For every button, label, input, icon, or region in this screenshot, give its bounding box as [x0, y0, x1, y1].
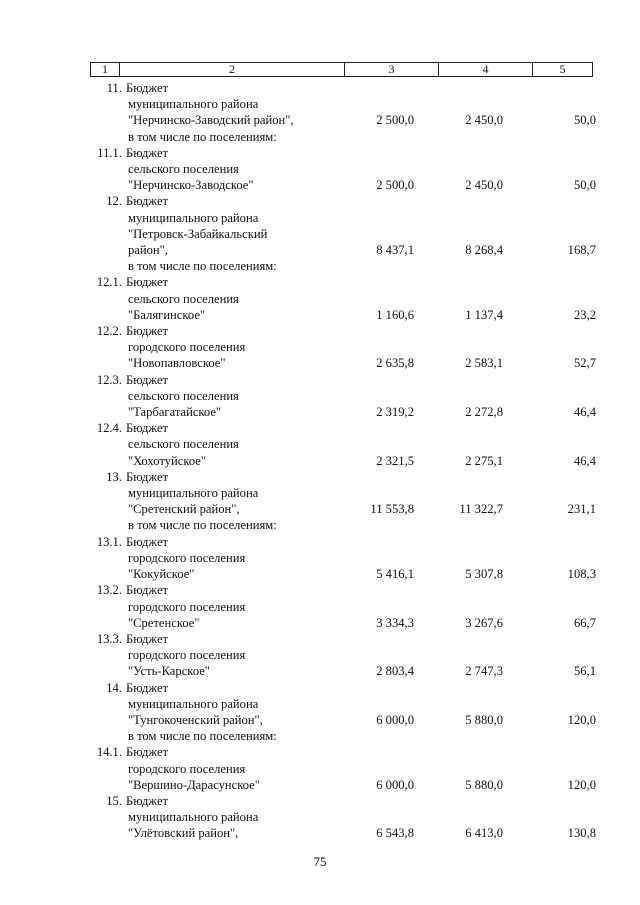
description-line: "Тарбагатайское" [128, 405, 222, 420]
table-row [0, 631, 640, 680]
row-number: 12.3. [96, 372, 122, 387]
header-col-4: 4 [439, 63, 533, 76]
value-col-5: 66,7 [573, 615, 596, 630]
value-col-4: 5 307,8 [465, 567, 503, 582]
header-col-1: 1 [91, 63, 120, 76]
value-col-4: 5 880,0 [465, 712, 503, 727]
description-line: в том числе по поселениям: [128, 729, 277, 744]
row-description [128, 323, 348, 372]
value-col-3: 6 000,0 [376, 777, 414, 792]
header-col-2: 2 [120, 63, 345, 76]
value-col-4: 6 413,0 [465, 826, 503, 841]
value-col-3: 1 160,6 [376, 307, 414, 322]
description-line: "Нерчинско-Заводский район", [128, 113, 294, 128]
table-row [0, 80, 640, 145]
value-col-4: 5 880,0 [465, 777, 503, 792]
description-line: городского поселения [128, 340, 246, 355]
description-line: "Улётовский район", [128, 826, 239, 841]
table-row [0, 582, 640, 631]
value-col-4: 2 272,8 [465, 405, 503, 420]
value-col-3: 3 334,3 [376, 615, 414, 630]
value-col-4: 3 267,6 [465, 615, 503, 630]
value-col-5: 231,1 [567, 502, 596, 517]
description-line: Бюджет [126, 680, 169, 695]
value-col-4: 2 450,0 [465, 178, 503, 193]
table-body [0, 80, 640, 842]
description-line: городского поселения [128, 550, 246, 565]
description-line: "Тунгокоченский район", [128, 712, 263, 727]
value-col-4: 8 268,4 [465, 243, 503, 258]
description-line: "Сретенское" [128, 615, 200, 630]
value-col-4: 2 450,0 [465, 113, 503, 128]
table-row [0, 145, 640, 194]
description-line: сельского поселения [128, 291, 239, 306]
value-col-3: 8 437,1 [376, 243, 414, 258]
description-line: Бюджет [126, 275, 169, 290]
table-row [0, 534, 640, 583]
row-description [128, 80, 348, 145]
description-line: "Хохотуйское" [128, 453, 206, 468]
table-row [0, 744, 640, 793]
row-number: 12.2. [96, 324, 122, 339]
row-description [128, 420, 348, 469]
value-col-3: 5 416,1 [376, 567, 414, 582]
value-col-4: 1 137,4 [465, 307, 503, 322]
description-line: сельского поселения [128, 388, 239, 403]
row-number: 13.3. [96, 631, 122, 646]
table-row [0, 420, 640, 469]
row-description [128, 274, 348, 323]
value-col-3: 6 543,8 [376, 826, 414, 841]
description-line: муниципального района [128, 210, 259, 225]
row-number: 12.4. [96, 421, 122, 436]
table-row [0, 372, 640, 421]
description-line: район", [128, 243, 168, 258]
description-line: муниципального района [128, 97, 259, 112]
description-line: в том числе по поселениям: [128, 518, 277, 533]
description-line: "Балягинское" [128, 307, 206, 322]
description-line: Бюджет [126, 745, 169, 760]
value-col-3: 2 319,2 [376, 405, 414, 420]
description-line: муниципального района [128, 486, 259, 501]
row-number: 12.1. [96, 275, 122, 290]
value-col-3: 2 803,4 [376, 664, 414, 679]
value-col-5: 46,4 [573, 453, 596, 468]
description-line: Бюджет [126, 372, 169, 387]
description-line: муниципального района [128, 696, 259, 711]
row-description [128, 534, 348, 583]
table-row [0, 323, 640, 372]
description-line: Бюджет [126, 145, 169, 160]
row-description [128, 469, 348, 534]
value-col-5: 130,8 [567, 826, 596, 841]
row-number: 11.1. [97, 145, 122, 160]
value-col-5: 50,0 [573, 178, 596, 193]
description-line: сельского поселения [128, 437, 239, 452]
row-number: 12. [106, 194, 122, 209]
description-line: "Кокуйское" [128, 567, 195, 582]
description-line: Бюджет [126, 324, 169, 339]
value-col-4: 2 275,1 [465, 453, 503, 468]
description-line: сельского поселения [128, 162, 239, 177]
description-line: в том числе по поселениям: [128, 129, 277, 144]
value-col-5: 120,0 [567, 777, 596, 792]
description-line: Бюджет [126, 793, 169, 808]
row-description [128, 582, 348, 631]
description-line: "Нерчинско-Заводское" [128, 178, 254, 193]
value-col-3: 2 321,5 [376, 453, 414, 468]
table-row [0, 469, 640, 534]
page-number: 75 [313, 854, 327, 869]
description-line: Бюджет [126, 81, 169, 95]
table-row [0, 793, 640, 842]
description-line: Бюджет [126, 469, 169, 484]
value-col-5: 168,7 [567, 243, 596, 258]
row-description [128, 145, 348, 194]
row-description [128, 631, 348, 680]
value-col-3: 6 000,0 [376, 712, 414, 727]
description-line: "Усть-Карское" [128, 664, 210, 679]
header-col-5: 5 [559, 62, 566, 76]
description-line: Бюджет [126, 534, 169, 549]
row-description [128, 793, 348, 842]
table-row [0, 680, 640, 745]
description-line: Бюджет [126, 631, 169, 646]
value-col-4: 2 583,1 [465, 356, 503, 371]
value-col-5: 120,0 [567, 712, 596, 727]
description-line: городского поселения [128, 761, 246, 776]
description-line: городского поселения [128, 648, 246, 663]
description-line: "Петровск-Забайкальский [128, 226, 268, 241]
description-line: муниципального района [128, 810, 259, 825]
description-line: в том числе по поселениям: [128, 259, 277, 274]
description-line: "Новопавловское" [128, 356, 226, 371]
row-number: 14. [106, 680, 122, 695]
description-line: Бюджет [126, 421, 169, 436]
value-col-3: 2 500,0 [376, 178, 414, 193]
row-description [128, 193, 348, 274]
row-description [128, 680, 348, 745]
value-col-3: 2 635,8 [376, 356, 414, 371]
value-col-5: 23,2 [573, 307, 596, 322]
row-number: 15. [106, 793, 122, 808]
value-col-3: 11 553,8 [370, 502, 414, 517]
value-col-5: 56,1 [573, 664, 596, 679]
value-col-5: 50,0 [573, 113, 596, 128]
row-number: 13. [106, 469, 122, 484]
value-col-5: 52,7 [573, 356, 596, 371]
row-number: 13.1. [96, 534, 122, 549]
description-line: Бюджет [126, 583, 169, 598]
table-row [0, 274, 640, 323]
description-line: "Сретенский район", [128, 502, 240, 517]
table-row [0, 193, 640, 274]
value-col-3: 2 500,0 [376, 113, 414, 128]
description-line: городского поселения [128, 599, 246, 614]
description-line: Бюджет [126, 194, 169, 209]
row-description [128, 744, 348, 793]
value-col-4: 11 322,7 [459, 502, 503, 517]
value-col-5: 46,4 [573, 405, 596, 420]
table-header [90, 62, 593, 77]
row-number: 14.1. [96, 745, 122, 760]
row-number: 13.2. [96, 583, 122, 598]
value-col-5: 108,3 [567, 567, 596, 582]
header-col-3: 3 [345, 63, 439, 76]
description-line: "Вершино-Дарасунское" [128, 777, 260, 792]
value-col-4: 2 747,3 [465, 664, 503, 679]
row-number: 11. [106, 81, 122, 95]
row-description [128, 372, 348, 421]
